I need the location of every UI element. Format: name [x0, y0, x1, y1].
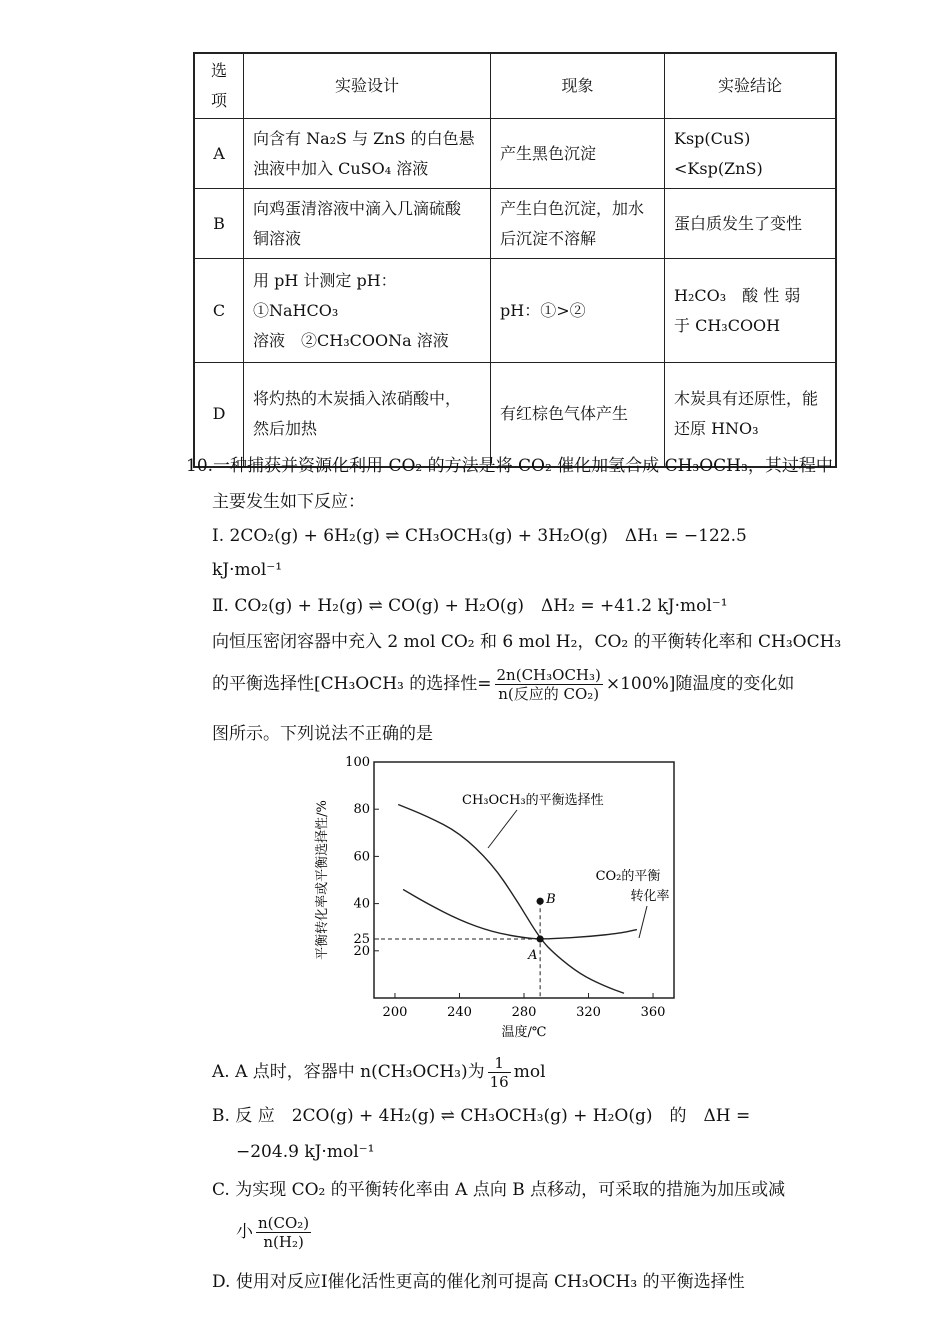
row-phenomenon: pH：①>②: [491, 259, 665, 363]
point-b: [537, 898, 544, 905]
header-phenomenon: 现象: [491, 53, 665, 119]
question-stem-line2: 主要发生如下反应：: [212, 492, 365, 512]
x-axis-label: 温度/℃: [501, 1025, 547, 1040]
y-tick-label: 80: [353, 802, 370, 818]
y-axis-label: 平衡转化率或平衡选择性/%: [315, 800, 330, 960]
option-b-line1: B. 反 应 2CO(g) + 4H₂(g) ⇌ CH₃OCH₃(g) + H₂O(g) 的 ΔH =: [212, 1106, 751, 1126]
reaction-2: Ⅱ. CO₂(g) + H₂(g) ⇌ CO(g) + H₂O(g) ΔH₂ = +41.2 kJ·mol⁻¹: [212, 596, 728, 616]
table-row: [194, 363, 836, 467]
question-number: 10.: [186, 456, 214, 476]
option-c-fraction: $\frac{\text{n(CO₂)}}{\text{n(H₂)}}$: [258, 1214, 310, 1251]
row-option: C: [194, 259, 244, 363]
row-conclusion: 蛋白质发生了变性: [665, 189, 837, 259]
row-design: 用 pH 计测定 pH：①NaHCO₃ 溶液 ②CH₃COONa 溶液: [244, 259, 491, 363]
row-design: 向鸡蛋清溶液中滴入几滴硫酸 铜溶液: [244, 189, 491, 259]
question-prompt: 图所示。下列说法不正确的是: [212, 724, 433, 744]
point-label-b: B: [546, 892, 556, 908]
y-tick-label: 100: [345, 755, 370, 770]
row-option: B: [194, 189, 244, 259]
row-design: 向含有 Na₂S 与 ZnS 的白色悬 浊液中加入 CuSO₄ 溶液: [244, 119, 491, 189]
point-label-a: A: [528, 948, 538, 963]
row-conclusion: 木炭具有还原性，能 还原 HNO₃: [665, 363, 837, 467]
conversion-label-2: 转化率: [630, 889, 670, 904]
condition-line: 向恒压密闭容器中充入 2 mol CO₂ 和 6 mol H₂，CO₂ 的平衡转化率和 CH₃OCH₃: [212, 632, 842, 652]
selectivity-definition: 的平衡选择性[CH₃OCH₃ 的选择性= $\frac{\text{2n(CH₃OCH₃)}}{\text{n(反应的 CO₂)}}$ ×100%]随温度的变化如: [212, 666, 795, 703]
conversion-label-1: CO₂的平衡: [595, 869, 661, 884]
option-a-fraction: $\frac{1}{16}$: [489, 1054, 509, 1091]
row-phenomenon: 有红棕色气体产生: [491, 363, 665, 467]
option-c-line1: C. 为实现 CO₂ 的平衡转化率由 A 点向 B 点移动，可采取的措施为加压或减: [212, 1180, 786, 1200]
table-header-row: [194, 53, 836, 119]
selectivity-curve: [398, 804, 624, 993]
selectivity-leader: [488, 810, 517, 848]
row-option: D: [194, 363, 244, 467]
y-tick-label: 25: [353, 932, 370, 947]
question-stem-line1: 10.一种捕获并资源化利用 CO₂ 的方法是将 CO₂ 催化加氢合成 CH₃OCH₃，其过程中: [186, 456, 833, 476]
x-tick-label: 360: [640, 1005, 666, 1020]
header-conclusion: 实验结论: [665, 53, 837, 119]
table-row: [194, 119, 836, 189]
x-tick-label: 240: [447, 1005, 472, 1020]
reaction-1: Ⅰ. 2CO₂(g) + 6H₂(g) ⇌ CH₃OCH₃(g) + 3H₂O(g) ΔH₁ = −122.5: [212, 526, 747, 546]
header-option: 选项: [194, 53, 244, 119]
point-a: [537, 935, 544, 942]
equilibrium-chart: [310, 752, 730, 1050]
option-d: D. 使用对反应Ⅰ催化活性更高的催化剂可提高 CH₃OCH₃ 的平衡选择性: [212, 1272, 745, 1292]
x-tick-label: 200: [382, 1005, 408, 1020]
reaction-1-unit: kJ·mol⁻¹: [212, 560, 283, 580]
row-phenomenon: 产生黑色沉淀: [491, 119, 665, 189]
x-tick-label: 320: [576, 1005, 601, 1020]
row-option: A: [194, 119, 244, 189]
experiment-table: [193, 52, 837, 468]
y-tick-label: 20: [353, 943, 370, 959]
row-conclusion: H₂CO₃ 酸 性 弱 于 CH₃COOH: [665, 259, 837, 363]
conversion-curve: [403, 889, 637, 938]
table-row: [194, 259, 836, 363]
conversion-leader: [639, 906, 647, 938]
header-design: 实验设计: [244, 53, 491, 119]
x-tick-label: 280: [511, 1005, 537, 1020]
selectivity-label: CH₃OCH₃的平衡选择性: [462, 793, 604, 808]
row-design: 将灼热的木炭插入浓硝酸中， 然后加热: [244, 363, 491, 467]
row-conclusion: Ksp(CuS)<Ksp(ZnS): [665, 119, 837, 189]
table-row: [194, 189, 836, 259]
option-c-line2: 小 $\frac{\text{n(CO₂)}}{\text{n(H₂)}}$: [236, 1214, 310, 1251]
row-phenomenon: 产生白色沉淀，加水 后沉淀不溶解: [491, 189, 665, 259]
selectivity-fraction: $\frac{\text{2n(CH₃OCH₃)}}{\text{n(反应的 CO₂)}}$: [496, 666, 601, 703]
y-tick-label: 40: [353, 896, 370, 912]
y-tick-label: 60: [353, 849, 370, 865]
option-b-line2: −204.9 kJ·mol⁻¹: [236, 1142, 375, 1162]
option-a: A. A 点时，容器中 n(CH₃OCH₃)为 $\frac{1}{16}$ mol: [212, 1054, 546, 1091]
